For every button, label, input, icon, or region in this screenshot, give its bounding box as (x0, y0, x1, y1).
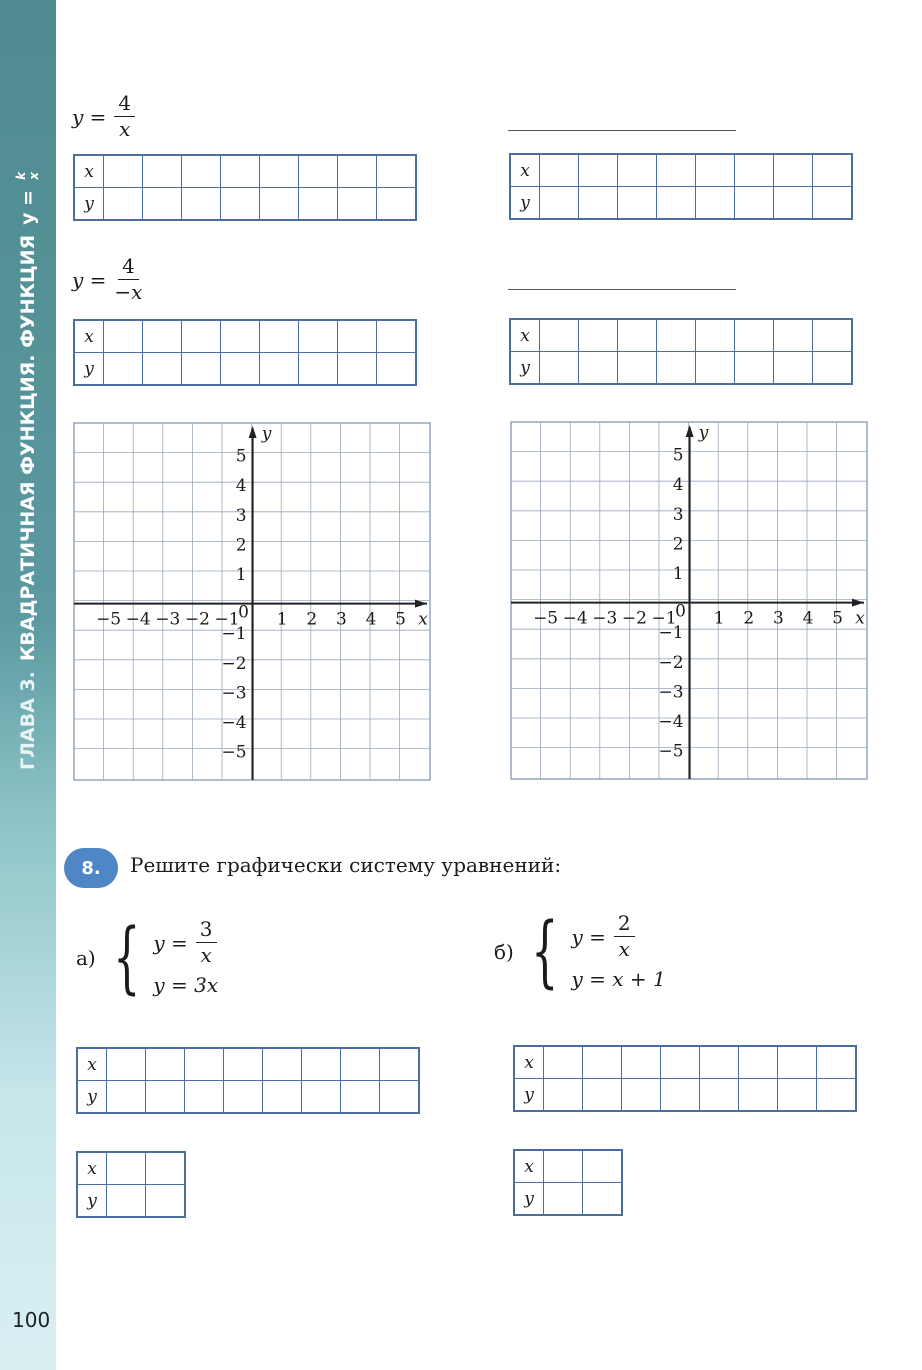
table-cell[interactable] (221, 353, 260, 386)
x-tick-label: 2 (743, 608, 755, 629)
solution-table-b (513, 1149, 623, 1216)
table-cell[interactable] (700, 1046, 739, 1079)
table-row-y (514, 1079, 856, 1112)
system-b-equations (571, 912, 665, 991)
table-cell[interactable] (107, 1152, 146, 1185)
table-row-x (514, 1046, 856, 1079)
formula-2-den: −x (114, 280, 143, 304)
system-a-eq2-text: y = 3x (153, 973, 219, 997)
table-cell[interactable] (263, 1048, 302, 1081)
x-axis-label: x (418, 609, 428, 630)
table-cell[interactable] (221, 188, 260, 221)
table-cell[interactable] (540, 319, 579, 352)
chapter-func-num: k (14, 171, 28, 180)
table-cell[interactable] (622, 1046, 661, 1079)
x-tick-label: 5 (832, 608, 844, 629)
table-cell[interactable] (185, 1048, 224, 1081)
table-cell[interactable] (299, 188, 338, 221)
table-header-x: x (77, 1152, 107, 1185)
table-cell[interactable] (813, 352, 853, 385)
system-b-brace: { (531, 906, 559, 997)
table-header-x: x (510, 154, 540, 187)
table-header-x: x (510, 319, 540, 352)
table-cell[interactable] (143, 353, 182, 386)
table-cell[interactable] (104, 188, 143, 221)
formula-1-lhs: y = (72, 104, 107, 129)
y-axis-label: y (698, 423, 709, 443)
table-cell[interactable] (817, 1046, 857, 1079)
table-cell[interactable] (260, 155, 299, 188)
table-cell[interactable] (302, 1081, 341, 1114)
system-b-eq2 (571, 967, 665, 991)
table-header-x: x (74, 320, 104, 353)
table-row-y (514, 1183, 622, 1216)
table-cell[interactable] (579, 187, 618, 220)
table-header-y: y (74, 188, 104, 221)
table-cell[interactable] (696, 154, 735, 187)
table-cell[interactable] (143, 188, 182, 221)
table-cell[interactable] (263, 1081, 302, 1114)
system-b (494, 906, 666, 997)
table-row-x (77, 1048, 419, 1081)
table-row-y (74, 353, 416, 386)
answer-line-1[interactable] (508, 130, 736, 131)
table-cell[interactable] (583, 1183, 623, 1216)
y-tick-label: 4 (672, 475, 684, 496)
table-row-y (77, 1081, 419, 1114)
table-cell[interactable] (696, 352, 735, 385)
x-tick-label: −4 (562, 608, 588, 629)
table-cell[interactable] (817, 1079, 857, 1112)
table-cell[interactable] (657, 154, 696, 187)
y-tick-label: 4 (235, 476, 247, 497)
table-cell[interactable] (657, 319, 696, 352)
table-cell[interactable] (544, 1183, 583, 1216)
table-cell[interactable] (143, 320, 182, 353)
table-cell[interactable] (182, 320, 221, 353)
formula-1-den: x (119, 117, 131, 141)
x-tick-label: −4 (125, 609, 151, 630)
system-a-equations (153, 918, 218, 997)
x-tick-label: −5 (96, 609, 122, 630)
table-cell[interactable] (661, 1079, 700, 1112)
x-tick-label: 3 (335, 609, 347, 630)
y-axis-arrow (249, 426, 257, 438)
table-cell[interactable] (107, 1048, 146, 1081)
table-header-y: y (510, 352, 540, 385)
table-cell[interactable] (143, 155, 182, 188)
y-tick-label: 5 (235, 446, 247, 467)
coordinate-grid-right[interactable] (510, 421, 868, 780)
y-tick-label: −3 (221, 683, 247, 704)
table-cell[interactable] (579, 352, 618, 385)
system-a-eq1-num: 3 (196, 918, 217, 943)
system-a-eq2 (153, 973, 218, 997)
value-table-2 (509, 153, 853, 220)
formula-2-fraction (114, 255, 142, 304)
x-tick-label: −1 (651, 608, 677, 629)
table-cell[interactable] (618, 319, 657, 352)
system-b-eq1-lhs: y = (571, 924, 606, 949)
table-cell[interactable] (182, 353, 221, 386)
table-cell[interactable] (338, 353, 377, 386)
x-axis-label: x (855, 608, 865, 629)
table-cell[interactable] (377, 188, 417, 221)
table-cell[interactable] (739, 1079, 778, 1112)
table-cell[interactable] (618, 154, 657, 187)
origin-label: 0 (675, 601, 687, 622)
table-row-y (77, 1185, 185, 1218)
table-cell[interactable] (107, 1081, 146, 1114)
y-tick-label: −4 (658, 712, 684, 732)
table-row-y (74, 188, 416, 221)
system-b-eq1-fraction (614, 912, 635, 961)
table-header-y: y (514, 1183, 544, 1216)
table-cell[interactable] (302, 1048, 341, 1081)
table-header-y: y (514, 1079, 544, 1112)
table-cell[interactable] (696, 187, 735, 220)
table-cell[interactable] (579, 319, 618, 352)
x-tick-label: 4 (802, 608, 814, 629)
system-a-brace: { (112, 912, 141, 1003)
chapter-name: КВАДРАТИЧНАЯ ФУНКЦИЯ. ФУНКЦИЯ (17, 234, 39, 662)
value-table-b (513, 1045, 857, 1112)
table-cell[interactable] (146, 1152, 186, 1185)
table-row-x (74, 155, 416, 188)
table-cell[interactable] (182, 188, 221, 221)
table-cell[interactable] (618, 187, 657, 220)
table-cell[interactable] (299, 155, 338, 188)
y-tick-label: 2 (235, 535, 247, 556)
y-tick-label: 3 (235, 505, 247, 526)
x-tick-label: −2 (621, 608, 647, 629)
y-tick-label: 5 (672, 445, 684, 466)
table-row-x (77, 1152, 185, 1185)
chapter-func: y = (17, 189, 39, 225)
y-tick-label: 1 (235, 565, 247, 585)
table-cell[interactable] (622, 1079, 661, 1112)
table-cell[interactable] (341, 1048, 380, 1081)
y-tick-label: −1 (658, 623, 684, 644)
x-tick-label: −3 (592, 608, 618, 629)
table-cell[interactable] (778, 1079, 817, 1112)
table-cell[interactable] (735, 319, 774, 352)
table-cell[interactable] (260, 188, 299, 221)
table-header-y: y (77, 1185, 107, 1218)
page-number: 100 (12, 1308, 51, 1332)
x-tick-label: −3 (155, 609, 181, 630)
y-tick-label: −1 (221, 624, 247, 645)
formula-2-num: 4 (118, 255, 139, 280)
table-cell[interactable] (540, 154, 579, 187)
system-a-eq1-fraction (196, 918, 217, 967)
table-cell[interactable] (380, 1048, 420, 1081)
formula-2-lhs: y = (72, 267, 107, 292)
x-tick-label: −5 (533, 608, 559, 629)
system-a-label: а) (76, 945, 96, 970)
system-b-eq1-num: 2 (614, 912, 635, 937)
table-cell[interactable] (583, 1079, 622, 1112)
table-cell[interactable] (104, 353, 143, 386)
table-cell[interactable] (735, 187, 774, 220)
x-tick-label: 2 (306, 609, 318, 630)
table-header-x: x (514, 1150, 544, 1183)
table-cell[interactable] (774, 319, 813, 352)
table-cell[interactable] (377, 155, 417, 188)
table-cell[interactable] (185, 1081, 224, 1114)
table-cell[interactable] (221, 320, 260, 353)
table-cell[interactable] (774, 154, 813, 187)
system-a-eq1-lhs: y = (153, 930, 188, 955)
table-cell[interactable] (182, 155, 221, 188)
y-tick-label: −4 (221, 713, 247, 733)
y-tick-label: 2 (672, 534, 684, 555)
value-table-4 (509, 318, 853, 385)
table-cell[interactable] (338, 188, 377, 221)
origin-label: 0 (238, 602, 250, 623)
table-cell[interactable] (260, 320, 299, 353)
table-cell[interactable] (813, 154, 853, 187)
table-cell[interactable] (813, 319, 853, 352)
y-axis-label: y (261, 424, 272, 444)
value-table-3 (73, 319, 417, 386)
table-cell[interactable] (696, 319, 735, 352)
table-cell[interactable] (338, 320, 377, 353)
y-tick-label: −2 (658, 652, 684, 673)
table-cell[interactable] (579, 154, 618, 187)
chapter-title (8, 70, 48, 770)
system-b-label: б) (494, 939, 514, 964)
table-header-y: y (77, 1081, 107, 1114)
x-tick-label: 1 (276, 609, 288, 630)
y-tick-label: −5 (658, 741, 684, 762)
table-cell[interactable] (104, 155, 143, 188)
table-cell[interactable] (260, 353, 299, 386)
table-cell[interactable] (221, 155, 260, 188)
table-cell[interactable] (540, 352, 579, 385)
table-cell[interactable] (774, 352, 813, 385)
table-cell[interactable] (583, 1150, 623, 1183)
table-cell[interactable] (544, 1046, 583, 1079)
table-cell[interactable] (583, 1046, 622, 1079)
table-cell[interactable] (778, 1046, 817, 1079)
table-cell[interactable] (657, 352, 696, 385)
table-cell[interactable] (299, 320, 338, 353)
answer-line-2[interactable] (508, 289, 736, 290)
table-cell[interactable] (146, 1048, 185, 1081)
table-row-y (510, 187, 852, 220)
table-cell[interactable] (377, 320, 417, 353)
table-header-y: y (510, 187, 540, 220)
table-row-x (510, 154, 852, 187)
value-table-a (76, 1047, 420, 1114)
table-cell[interactable] (618, 352, 657, 385)
table-cell[interactable] (540, 187, 579, 220)
table-cell[interactable] (544, 1150, 583, 1183)
table-header-x: x (74, 155, 104, 188)
chapter-func-den: x (27, 172, 41, 180)
coordinate-grid-left[interactable] (73, 422, 431, 781)
solution-table-a (76, 1151, 186, 1218)
x-tick-label: 3 (772, 608, 784, 629)
task-instruction: Решите графически систему уравнений: (130, 853, 562, 877)
chapter-sidebar (0, 0, 56, 1370)
table-cell[interactable] (341, 1081, 380, 1114)
value-table-1 (73, 154, 417, 221)
table-cell[interactable] (661, 1046, 700, 1079)
x-tick-label: −2 (184, 609, 210, 630)
table-cell[interactable] (224, 1048, 263, 1081)
y-tick-label: −3 (658, 682, 684, 703)
table-cell[interactable] (739, 1046, 778, 1079)
table-cell[interactable] (813, 187, 853, 220)
table-header-y: y (74, 353, 104, 386)
table-header-x: x (514, 1046, 544, 1079)
formula-1-fraction (114, 92, 135, 141)
y-tick-label: 3 (672, 504, 684, 525)
chapter-number: ГЛАВА 3. (17, 671, 39, 770)
x-tick-label: 5 (395, 609, 407, 630)
table-cell[interactable] (657, 187, 696, 220)
system-a-eq1-den: x (200, 943, 212, 967)
table-cell[interactable] (380, 1081, 420, 1114)
table-cell[interactable] (377, 353, 417, 386)
table-cell[interactable] (299, 353, 338, 386)
table-row-x (510, 319, 852, 352)
formula-1-num: 4 (114, 92, 135, 117)
formula-2 (72, 255, 142, 304)
table-header-x: x (77, 1048, 107, 1081)
table-cell[interactable] (107, 1185, 146, 1218)
system-b-eq1 (571, 912, 665, 961)
task-number-badge: 8. (64, 848, 118, 888)
table-cell[interactable] (338, 155, 377, 188)
y-tick-label: −2 (221, 653, 247, 674)
table-row-x (514, 1150, 622, 1183)
system-a (76, 912, 219, 1003)
y-tick-label: 1 (672, 564, 684, 584)
table-cell[interactable] (735, 352, 774, 385)
table-cell[interactable] (146, 1185, 186, 1218)
table-cell[interactable] (774, 187, 813, 220)
table-row-y (510, 352, 852, 385)
y-axis-arrow (686, 425, 694, 437)
table-cell[interactable] (224, 1081, 263, 1114)
table-cell[interactable] (735, 154, 774, 187)
x-tick-label: −1 (214, 609, 240, 630)
table-row-x (74, 320, 416, 353)
x-tick-label: 1 (713, 608, 725, 629)
table-cell[interactable] (700, 1079, 739, 1112)
table-cell[interactable] (146, 1081, 185, 1114)
table-cell[interactable] (544, 1079, 583, 1112)
chapter-func-fraction (15, 172, 41, 180)
x-tick-label: 4 (365, 609, 377, 630)
y-tick-label: −5 (221, 742, 247, 763)
system-a-eq1 (153, 918, 218, 967)
formula-1 (72, 92, 135, 141)
system-b-eq1-den: x (618, 937, 630, 961)
system-b-eq2-text: y = x + 1 (571, 967, 666, 991)
table-cell[interactable] (104, 320, 143, 353)
